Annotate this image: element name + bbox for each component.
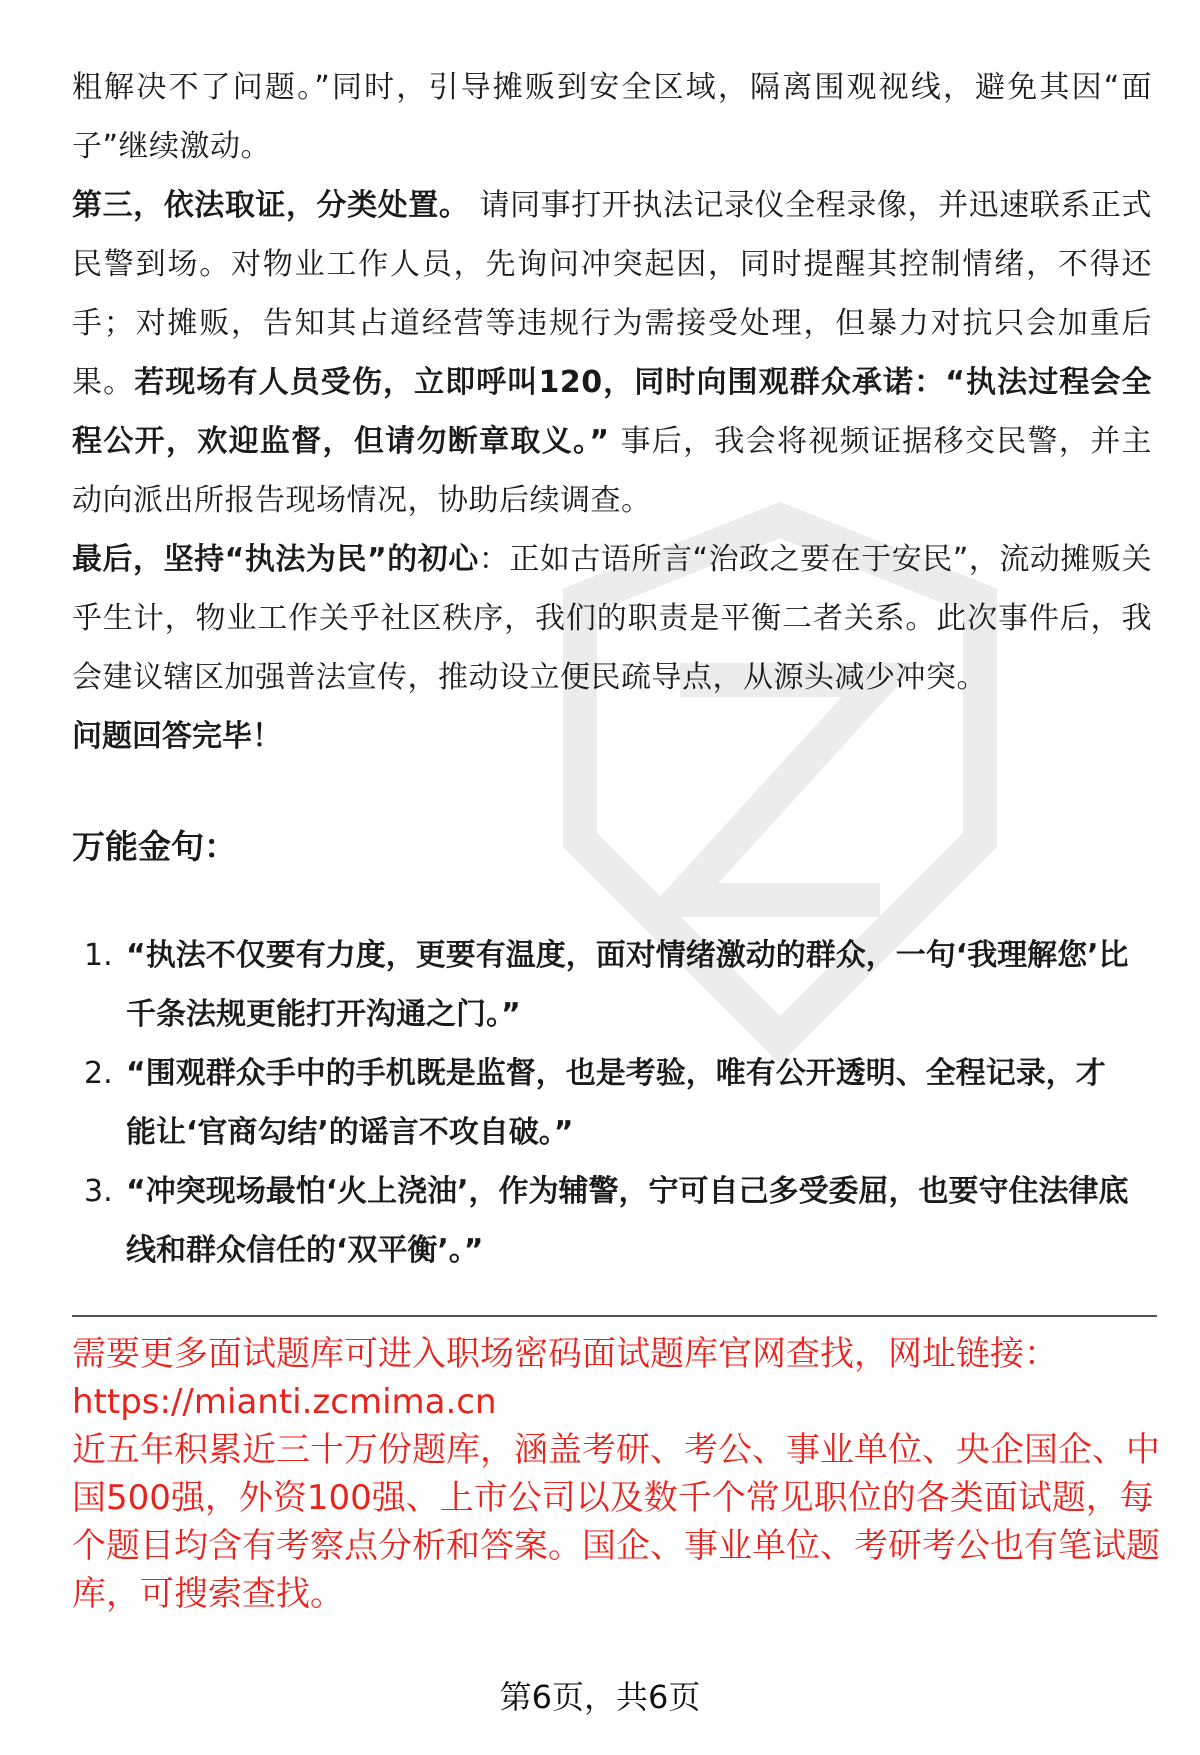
page-footer: 第6页，共6页	[499, 1678, 701, 1716]
list-item	[72, 1044, 1152, 1162]
list-number: 1.	[84, 938, 113, 973]
answer-content	[72, 58, 1152, 1280]
paragraph-1	[72, 58, 1152, 176]
promo-block	[72, 1330, 1162, 1618]
list-number: 3.	[84, 1174, 113, 1209]
paragraph-2	[72, 176, 1152, 530]
divider	[72, 1315, 1157, 1317]
closing-line: 问题回答完毕！	[72, 719, 282, 754]
paragraph-2-bold: 若现场有人员受伤，立即呼叫120，同时向围观群众承诺：“执法过程会全程公开，欢迎监督，但请勿断章取义。”	[72, 365, 1153, 459]
paragraph-3	[72, 530, 1152, 707]
quote-text: “执法不仅要有力度，更要有温度，面对情绪激动的群众，一句‘我理解您’比千条法规更能打开沟通之门。”	[126, 938, 1129, 1032]
paragraph-2-tail: 事后，我会将视频证据移交民警，并主动向派出所报告现场情况，协助后续调查。	[72, 424, 1153, 518]
section-title: 万能金句：	[72, 827, 237, 866]
paragraph-2-lead: 第三，依法取证，分类处置。	[72, 188, 470, 223]
quote-text: “冲突现场最怕‘火上浇油’，作为辅警，宁可自己多受委屈，也要守住法律底线和群众信任的‘双平衡’。”	[126, 1174, 1129, 1268]
list-item	[72, 1162, 1152, 1280]
quote-list	[72, 926, 1152, 1280]
paragraph-3-text: ：正如古语所言“治政之要在于安民”，流动摊贩关乎生计，物业工作关乎社区秩序，我们的职责是平衡二者关系。此次事件后，我会建议辖区加强普法宣传，推动设立便民疏导点，从源头减少冲突。	[72, 542, 1152, 695]
paragraph-3-lead: 最后，坚持“执法为民”的初心	[72, 542, 479, 577]
quote-text: “围观群众手中的手机既是监督，也是考验，唯有公开透明、全程记录，才能让‘官商勾结’的谣言不攻自破。”	[126, 1056, 1106, 1150]
paragraph-1-text: 粗解决不了问题。”同时，引导摊贩到安全区域，隔离围观视线，避免其因“面子”继续激动。	[72, 70, 1152, 164]
paragraph-2-text: 请同事打开执法记录仪全程录像，并迅速联系正式民警到场。对物业工作人员，先询问冲突起因，同时提醒其控制情绪，不得还手；对摊贩，告知其占道经营等违规行为需接受处理，但暴力对抗只会加重后果。	[72, 188, 1153, 400]
list-item	[72, 926, 1152, 1044]
list-number: 2.	[84, 1056, 113, 1091]
promo-url-link[interactable]: https://mianti.zcmima.cn	[72, 1382, 497, 1422]
promo-description: 近五年积累近三十万份题库，涵盖考研、考公、事业单位、央企国企、中国500强，外资100强、上市公司以及数千个常见职位的各类面试题，每个题目均含有考察点分析和答案。国企、事业单位、考研考公也有笔试题库，可搜索查找。	[72, 1430, 1160, 1614]
promo-line: 需要更多面试题库可进入职场密码面试题库官网查找，网址链接：	[72, 1334, 1058, 1374]
